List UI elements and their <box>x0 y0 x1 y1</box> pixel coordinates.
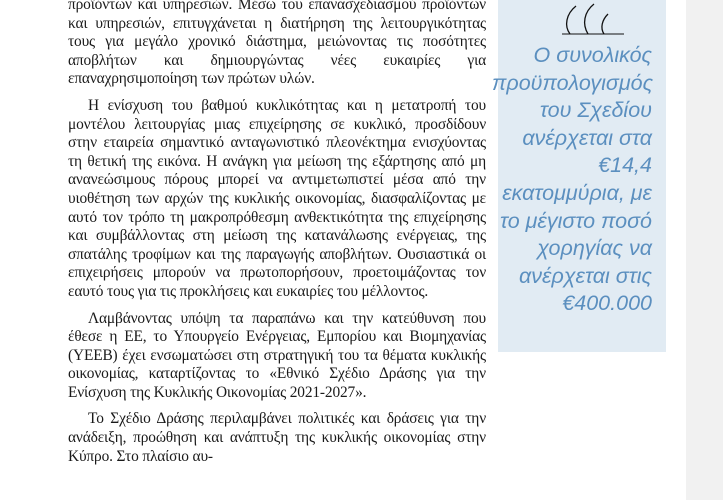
article-paragraph: προϊόντων και υπηρεσιών. Μέσω του επανασχεδιασμού προϊόντων και υπηρεσιών, επιτυγχάνεται η διατήρηση της λειτουργικότητας τους για μεγάλο χρονικό διάστημα, μειώνοντας τις ποσότητες αποβλήτων και δημιουργώντας νέες ευκαιρίες για επαναχρησιμοποίηση των πρώτων υλών. <box>68 0 486 88</box>
page-edge <box>686 0 723 500</box>
article-paragraph: Λαμβάνοντας υπόψη τα παραπάνω και την κατεύθυνση που έθεσε η ΕΕ, το Υπουργείο Ενέργειας, Εμπορίου και Βιομηχανίας (ΥΕΕΒ) έχει ενσωματώσει στη στρατηγική του τα θέματα κυκλικής οικονομίας, καταρτίζοντας το «Εθνικό Σχέδιο Δράσης για την Ενίσχυση της Κυκλικής Οικονομίας 2021-2027». <box>68 309 486 401</box>
pull-quote-box <box>492 0 666 352</box>
pull-quote-text: Ο συνολικός προϋπολογισμός του Σχεδίου ανέρχεται στα €14,4 εκατομμύρια, με το μέγιστο ποσό χορηγίας να ανέρχεται στις €400.000 <box>492 43 654 316</box>
article-body <box>68 0 486 466</box>
article-paragraph: Το Σχέδιο Δράσης περιλαμβάνει πολιτικές και δράσεις για την ανάδειξη, προώθηση και ανάπτυξη της κυκλικής οικονομίας στην Κύπρο. Στο πλαίσιο αυ- <box>68 410 486 465</box>
article-paragraph: Η ενίσχυση του βαθμού κυκλικότητας και η μετατροπή του μοντέλου λειτουργίας μιας επιχείρησης σε κυκλικό, προσδίδουν στην εταιρεία σημαντικό ανταγωνιστικό πλεονέκτημα ενισχύοντας τη θετική της εικόνα. Η ανάγκη για μείωση της εξάρτησης από μη ανανεώσιμους πόρους μπορεί να αντιμετωπιστεί μέσα από την υιοθέτηση των αρχών της κυκλικής οικονομίας, διασφαλίζοντας με αυτό τον τρόπο τη μακροπρόθεσμη ανθεκτικότητα της επιχείρησης και συμβάλλοντας στη μείωση της κατανάλωσης ενέργειας, της σπατάλης τροφίμων και της παραγωγής αποβλήτων. Ουσιαστικά οι επιχειρήσεις μπορούν να πρωτοπορήσουν, προετοιμάζοντας τον εαυτό τους για τις προκλήσεις και ευκαιρίες του μέλλοντος. <box>68 96 486 300</box>
quote-lines-icon <box>558 0 628 36</box>
